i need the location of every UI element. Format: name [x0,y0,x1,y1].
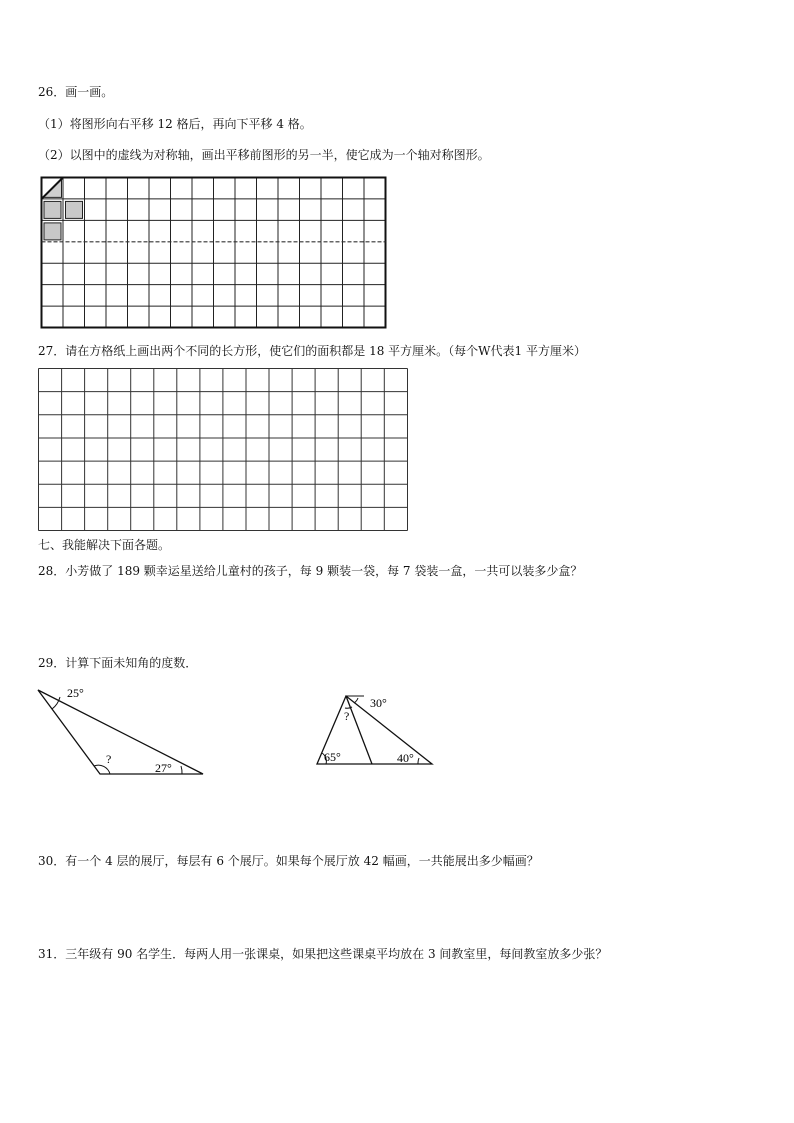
label-27: 27° [155,761,172,775]
section7-title: 七、我能解决下面各题。 [38,538,171,552]
label-65: 65° [324,750,341,764]
q28-title: 28．小芳做了 189 颗幸运星送给儿童村的孩子，每 9 颗装一袋，每 7 袋装一盒，一共可以装多少盒？ [38,564,583,578]
angle-arc-30 [354,698,358,703]
triangle-2-figure [312,690,442,770]
grid-lines [42,178,386,328]
angle-arc-40 [418,758,419,764]
grid-lines [39,369,408,531]
q27-grid [38,368,410,532]
label-30: 30° [370,696,387,710]
triangle-1-figure [30,682,210,782]
q26-sub1: （1）将图形向右平移 12 格后，再向下平移 4 格。 [38,117,312,131]
q26-grid [40,176,388,330]
q27-title: 27．请在方格纸上画出两个不同的长方形，使它们的面积都是 18 平方厘米。（每个W代表1 平方厘米） [38,344,586,358]
label-unknown: ? [344,709,350,723]
q30-title: 30．有一个 4 层的展厅，每层有 6 个展厅。如果每个展厅放 42 幅画，一共能展出多少幅画？ [38,854,539,868]
label-25: 25° [67,686,84,700]
q26-sub2: （2）以图中的虚线为对称轴，画出平移前图形的另一半，使它成为一个轴对称图形。 [38,148,490,162]
triangle-1 [38,690,203,774]
q26-title: 26．画一画。 [38,85,114,99]
original-shape [42,178,83,240]
angle-arc-27 [181,766,182,774]
label-unknown: ? [106,752,112,766]
q31-title: 31．三年级有 90 名学生．每两人用一张课桌，如果把这些课桌平均放在 3 间教室里，每间教室放多少张？ [38,947,608,961]
label-40: 40° [397,751,414,765]
q29-title: 29．计算下面未知角的度数． [38,656,198,670]
